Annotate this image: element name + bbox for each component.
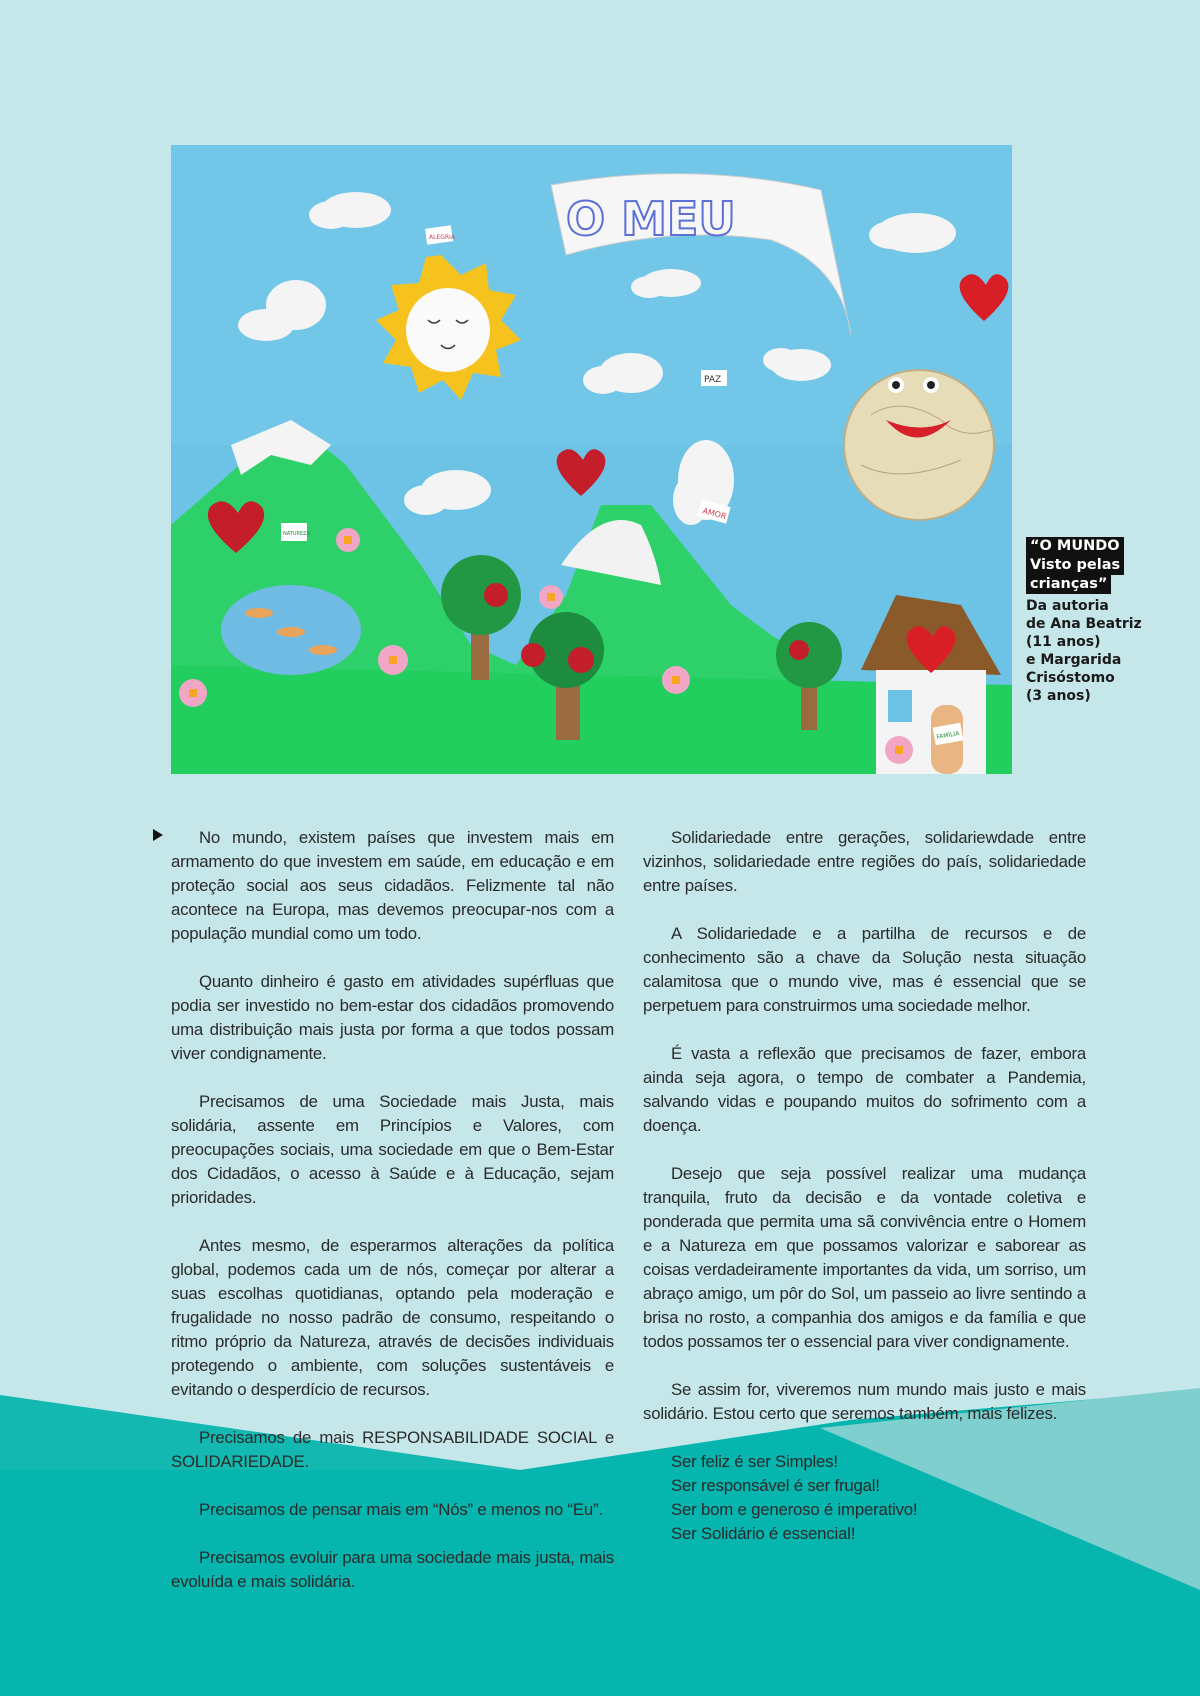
caption-credit <box>1026 597 1196 705</box>
banner-text-o: O MEU <box>566 192 736 246</box>
caption-credit-line: (11 anos) <box>1026 634 1101 650</box>
paragraph: Quanto dinheiro é gasto em atividades supérfluas que podia ser investido no bem-estar dos cidadãos promovendo uma distribuição mais justa por forma a que todos possam viver condignamente. <box>171 972 614 1063</box>
closing-line: Ser Solidário é essencial! <box>671 1524 856 1543</box>
play-triangle-icon <box>153 829 163 841</box>
artwork-caption <box>1026 537 1196 705</box>
label-alegria: ALEGRIA <box>429 234 455 241</box>
caption-title-line: “O MUNDO <box>1026 537 1124 556</box>
paragraph: É vasta a reflexão que precisamos de fazer, embora ainda seja agora, o tempo de combater a Pandemia, salvando vidas e poupando muitos do sofrimento com a doença. <box>643 1044 1086 1135</box>
label-familia: FAMÍLIA <box>935 730 960 742</box>
label-amor: AMOR <box>701 506 728 522</box>
paragraph: Precisamos de mais RESPONSABILIDADE SOCIAL e SOLIDARIEDADE. <box>171 1428 614 1471</box>
closing-line: Ser bom e generoso é imperativo! <box>671 1500 918 1519</box>
caption-title-line: Visto pelas <box>1026 556 1124 575</box>
paragraph: A Solidariedade e a partilha de recursos e de conhecimento são a chave da Solução nesta situação calamitosa que o mundo vive, mas é essencial que se perpetuem para construirmos uma sociedade melhor. <box>643 924 1086 1015</box>
label-paz: PAZ <box>704 375 722 385</box>
article-right-column <box>643 826 1086 1546</box>
caption-credit-line: Da autoria <box>1026 598 1109 614</box>
artwork-photo <box>171 145 1012 774</box>
closing-line: Ser responsável é ser frugal! <box>671 1476 880 1495</box>
paragraph: Antes mesmo, de esperarmos alterações da política global, podemos cada um de nós, começar por alterar a suas escolhas quotidianas, optando pela moderação e frugalidade no nosso padrão de consumo, respeitando o ritmo próprio da Natureza, através de decisões individuais protegendo o ambiente, com soluções sustentáveis e evitando o desperdício de recursos. <box>171 1236 614 1399</box>
article-left-column <box>171 826 614 1618</box>
paragraph: Se assim for, viveremos num mundo mais justo e mais solidário. Estou certo que seremos também, mais felizes. <box>643 1380 1086 1423</box>
felt-collage-illustration <box>171 145 1012 774</box>
caption-credit-line: Crisóstomo <box>1026 670 1115 686</box>
caption-credit-line: e Margarida <box>1026 652 1122 668</box>
paragraph: Precisamos de uma Sociedade mais Justa, mais solidária, assente em Princípios e Valores, com preocupações sociais, uma sociedade em que o Bem-Estar dos Cidadãos, o acesso à Saúde e à Educação, sejam prioridades. <box>171 1092 614 1207</box>
paragraph: No mundo, existem países que investem mais em armamento do que investem em saúde, em educação e em proteção social aos seus cidadãos. Felizmente tal não acontece na Europa, mas devemos preocupar-nos com a população mundial como um todo. <box>171 828 614 943</box>
paragraph: Precisamos evoluir para uma sociedade mais justa, mais evoluída e mais solidária. <box>171 1548 614 1591</box>
caption-credit-line: de Ana Beatriz <box>1026 616 1142 632</box>
paragraph: Solidariedade entre gerações, solidariewdade entre vizinhos, solidariedade entre regiões do país, solidariedade entre países. <box>643 828 1086 895</box>
closing-lines <box>643 1450 1086 1546</box>
label-natureza: NATUREZA <box>283 531 310 537</box>
caption-title-line: crianças” <box>1026 575 1111 594</box>
caption-title <box>1026 537 1196 594</box>
closing-line: Ser feliz é ser Simples! <box>671 1452 838 1471</box>
caption-credit-line: (3 anos) <box>1026 688 1091 704</box>
paragraph: Precisamos de pensar mais em “Nós” e menos no “Eu”. <box>199 1500 603 1519</box>
paragraph: Desejo que seja possível realizar uma mudança tranquila, fruto da decisão e da vontade coletiva e ponderada que permita uma sã convivência entre o Homem e a Natureza em que possamos valorizar e saborear as coisas verdadeiramente importantes da vida, um sorriso, um abraço amigo, um pôr do Sol, um passeio ao livre sentindo a brisa no rosto, a companhia dos amigos e da família e que todos possamos ter o essencial para viver condignamente. <box>643 1164 1086 1351</box>
